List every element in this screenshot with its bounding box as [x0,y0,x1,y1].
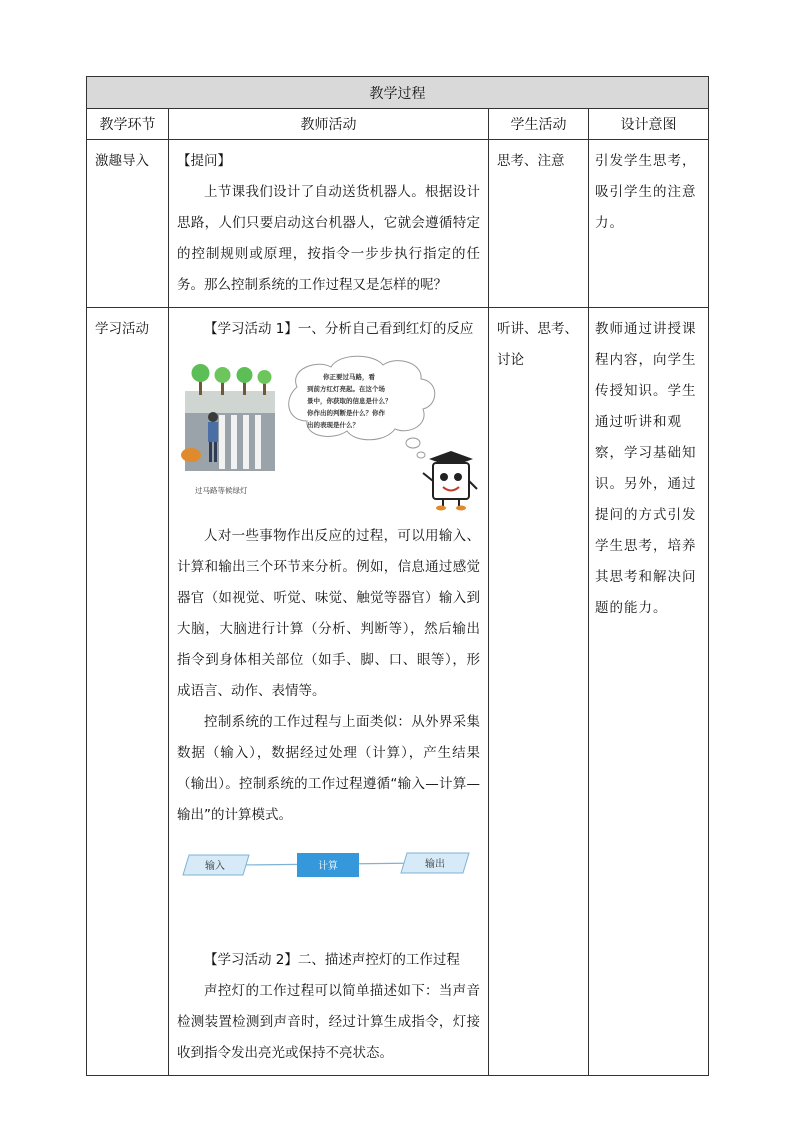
robot-mascot-icon [423,451,477,511]
flow-svg [177,845,481,885]
bubble-line-3: 景中，你获取的信息是什么？ [307,397,392,405]
lesson-process-table [86,76,709,1076]
header-stage: 教学环节 [87,109,169,140]
row2-design-intent: 教师通过讲授课程内容，向学生传授知识。学生通过听讲和观察，学习基础知识。另外，通过提问的方式引发学生思考，培养其思考和解决问题的能力。 [589,308,709,1076]
row1-design-intent: 引发学生思考，吸引学生的注意力。 [589,140,709,308]
row2-stage: 学习活动 [87,308,169,1076]
input-label: 输入 [205,861,225,872]
activity1-title: 【学习活动 1】一、分析自己看到红灯的反应 [204,321,474,337]
road [185,411,275,471]
output-label: 输出 [425,859,445,870]
row1-teacher-activity [169,140,489,308]
header-student-activity: 学生活动 [489,109,589,140]
table-title: 教学过程 [87,77,709,109]
row1-stage: 激趣导入 [87,140,169,308]
row1-student-activity: 思考、注意 [489,140,589,308]
row2-student-activity: 听讲、思考、讨论 [489,308,589,1076]
scene-caption: 过马路等候绿灯 [195,486,248,495]
sidewalk [185,391,275,413]
crosswalk-scene-svg [177,351,481,511]
paragraph-3: 声控灯的工作过程可以简单描述如下：当声音检测装置检测到声音时，经过计算生成指令，灯接收到指令发出亮光或保持不亮状态。 [177,983,480,1061]
car-icon [181,448,201,462]
crosswalk-illustration [177,351,480,511]
bubble-line-2: 到前方红灯亮起。在这个场 [307,385,385,393]
row1-teacher-tag: 【提问】 [177,153,231,169]
thought-bubble [289,356,435,458]
bubble-line-4: 你作出的判断是什么？你作 [307,409,385,417]
activity2-title: 【学习活动 2】二、描述声控灯的工作过程 [204,952,460,968]
tree-icon [192,364,272,395]
bubble-line-1: 你正要过马路，看 [323,373,375,381]
header-design-intent: 设计意图 [589,109,709,140]
bubble-line-5: 出的表现是什么？ [307,421,359,429]
compute-label: 计算 [318,861,338,872]
row1-teacher-text: 上节课我们设计了自动送货机器人。根据设计思路，人们只要启动这台机器人，它就会遵循特定的控制规则或原理，按指令一步步执行指定的任务。那么控制系统的工作过程又是怎样的呢？ [177,184,480,293]
paragraph-2: 控制系统的工作过程与上面类似：从外界采集数据（输入），数据经过处理（计算），产生结果（输出）。控制系统的工作过程遵循“输入—计算—输出”的计算模式。 [177,714,480,823]
input-compute-output-diagram [177,845,480,885]
header-teacher-activity: 教师活动 [169,109,489,140]
row2-teacher-activity [169,308,489,1076]
paragraph-1: 人对一些事物作出反应的过程，可以用输入、计算和输出三个环节来分析。例如，信息通过感觉器官（如视觉、听觉、味觉、触觉等器官）输入到大脑，大脑进行计算（分析、判断等），然后输出指令到身体相关部位（如手、脚、口、眼等），形成语言、动作、表情等。 [177,528,480,699]
